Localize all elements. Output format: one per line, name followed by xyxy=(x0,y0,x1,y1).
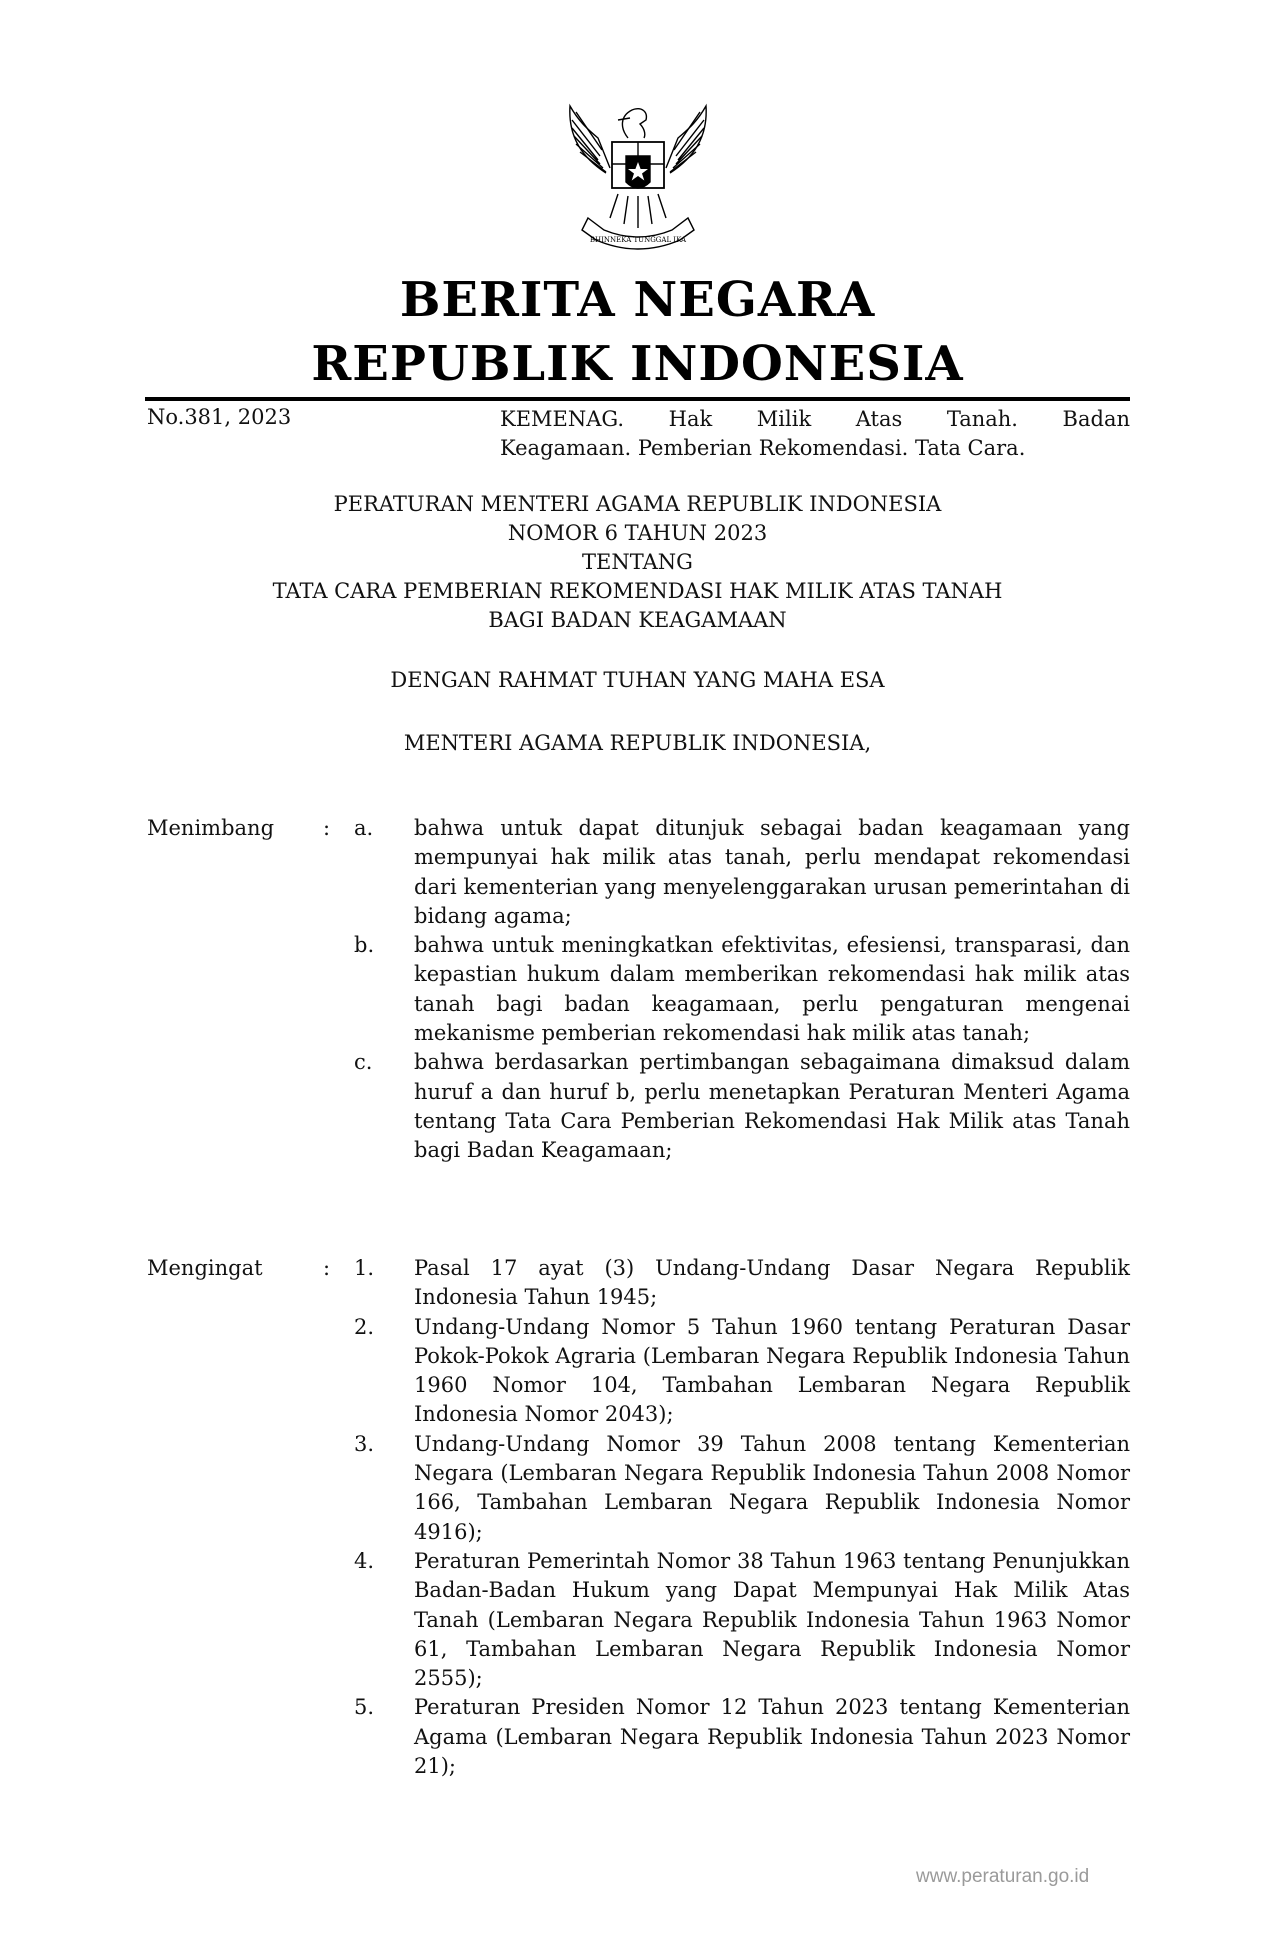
list-item xyxy=(147,1313,1130,1430)
regulation-line3: TENTANG xyxy=(582,550,693,574)
item-marker: a. xyxy=(354,816,374,840)
source-watermark: www.peraturan.go.id xyxy=(916,1866,1090,1887)
mengingat-section xyxy=(147,1254,1130,1781)
item-text: Pasal 17 ayat (3) Undang-Undang Dasar Negara Republik Indonesia Tahun 1945; xyxy=(414,1256,1130,1310)
summary-line2: Keagamaan. Pemberian Rekomendasi. Tata Cara. xyxy=(500,436,1026,460)
regulation-line2: NOMOR 6 TAHUN 2023 xyxy=(507,521,768,545)
item-marker: c. xyxy=(354,1050,373,1075)
item-text: bahwa untuk dapat ditunjuk sebagai badan keagamaan yang mempunyai hak milik atas tanah, perlu mendapat rekomendasi dari kementerian yang menyelenggarakan urusan pemerintahan di bidang agama; xyxy=(414,816,1130,928)
item-text: bahwa untuk meningkatkan efektivitas, efesiensi, transparasi, dan kepastian hukum dalam memberikan rekomendasi hak milik atas tanah bagi badan keagamaan, perlu pengaturan mengenai mekanisme pemberian rekomendasi hak milik atas tanah; xyxy=(414,933,1130,1046)
menimbang-section xyxy=(147,814,1130,1166)
list-item xyxy=(147,1430,1130,1547)
item-marker: 2. xyxy=(354,1314,375,1339)
list-item xyxy=(147,1547,1130,1693)
regulation-title xyxy=(0,490,1275,635)
item-text: Peraturan Presiden Nomor 12 Tahun 2023 tentang Kementerian Agama (Lembaran Negara Republik Indonesia Tahun 2023 Nomor 21); xyxy=(414,1695,1130,1779)
list-item xyxy=(147,814,1130,931)
gazette-number: No.381, 2023 xyxy=(147,405,292,429)
gazette-summary xyxy=(500,405,1130,463)
item-marker: 5. xyxy=(354,1695,375,1720)
item-text: bahwa berdasarkan pertimbangan sebagaimana dimaksud dalam huruf a dan huruf b, perlu menetapkan Peraturan Menteri Agama tentang Tata Cara Pemberian Rekomendasi Hak Milik atas Tanah bagi Badan Keagamaan; xyxy=(414,1050,1130,1163)
authority: MENTERI AGAMA REPUBLIK INDONESIA, xyxy=(403,731,872,755)
list-item xyxy=(147,1254,1130,1313)
list-item xyxy=(147,931,1130,1048)
section-colon: : xyxy=(323,816,331,840)
garuda-emblem-icon xyxy=(548,98,728,258)
item-marker: b. xyxy=(354,933,375,958)
regulation-line4: TATA CARA PEMBERIAN REKOMENDASI HAK MILIK ATAS TANAH xyxy=(272,579,1003,603)
list-item xyxy=(147,1048,1130,1165)
preamble: DENGAN RAHMAT TUHAN YANG MAHA ESA xyxy=(390,668,885,692)
item-marker: 1. xyxy=(354,1256,375,1280)
section-label: Menimbang xyxy=(147,816,275,840)
section-label: Mengingat xyxy=(147,1256,263,1280)
item-text: Undang-Undang Nomor 39 Tahun 2008 tentang Kementerian Negara (Lembaran Negara Republik Indonesia Tahun 2008 Nomor 166, Tambahan Lembaran Negara Republik Indonesia Nomor 4916); xyxy=(414,1431,1130,1544)
regulation-line5: BAGI BADAN KEAGAMAAN xyxy=(488,608,787,632)
header-rule xyxy=(145,397,1130,401)
item-text: Undang-Undang Nomor 5 Tahun 1960 tentang Peraturan Dasar Pokok-Pokok Agraria (Lembaran Negara Republik Indonesia Tahun 1960 Nomor 104, Tambahan Lembaran Negara Republik Indonesia Nomor 2043); xyxy=(414,1314,1130,1427)
svg-text:BHINNEKA TUNGGAL IKA: BHINNEKA TUNGGAL IKA xyxy=(589,236,687,244)
list-item xyxy=(147,1693,1130,1781)
gazette-title-line1: BERITA NEGARA xyxy=(399,272,876,328)
gazette-title-line2: REPUBLIK INDONESIA xyxy=(311,336,964,392)
summary-line1: KEMENAG. Hak Milik Atas Tanah. Badan xyxy=(500,407,1130,431)
regulation-line1: PERATURAN MENTERI AGAMA REPUBLIK INDONESIA xyxy=(333,492,942,516)
section-colon: : xyxy=(323,1256,331,1280)
item-marker: 4. xyxy=(354,1548,375,1573)
item-marker: 3. xyxy=(354,1431,375,1456)
item-text: Peraturan Pemerintah Nomor 38 Tahun 1963 tentang Penunjukkan Badan-Badan Hukum yang Dapat Mempunyai Hak Milik Atas Tanah (Lembaran Negara Republik Indonesia Tahun 1963 Nomor 61, Tambahan Lembaran Negara Republik Indonesia Nomor 2555); xyxy=(414,1548,1130,1691)
